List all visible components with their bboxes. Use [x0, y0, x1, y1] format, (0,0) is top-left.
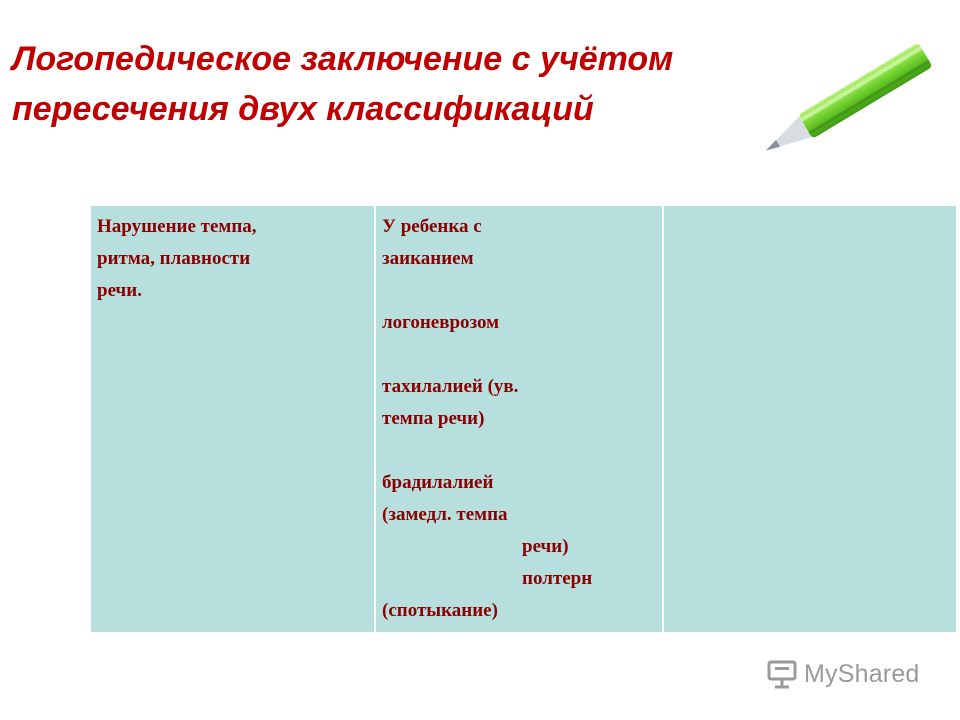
cell-line: У ребенка с	[382, 216, 482, 237]
title-line-2: пересечения двух классификаций	[12, 90, 594, 128]
cell-line: Нарушение темпа,	[97, 216, 257, 237]
cell-line: тахилалией (ув.	[382, 376, 519, 397]
line-gap	[382, 275, 656, 307]
cell-line: брадилалией	[382, 472, 494, 493]
watermark-text: MyShared	[804, 659, 920, 688]
pencil-icon	[750, 40, 950, 160]
table-cell-disorder	[90, 205, 375, 633]
cell-line: (спотыкание)	[382, 600, 498, 621]
cell-line: полтерн	[522, 568, 593, 589]
cell-line: ритма, плавности	[97, 248, 251, 269]
title-line-1: Логопедическое заключение с учётом	[12, 40, 674, 78]
cell-line: логоневрозом	[382, 312, 500, 333]
cell-line: речи)	[522, 536, 569, 557]
line-gap	[382, 435, 656, 467]
table-cell-conditions	[375, 205, 663, 633]
line-gap	[382, 339, 656, 371]
presentation-icon	[766, 657, 800, 691]
slide-title	[12, 34, 673, 134]
cell-line: заиканием	[382, 248, 474, 269]
cell-line: (замедл. темпа	[382, 504, 508, 525]
cell-line: темпа речи)	[382, 408, 485, 429]
cell-line: речи.	[97, 280, 142, 301]
table-cell-empty	[663, 205, 957, 633]
watermark	[766, 656, 920, 692]
classification-table	[89, 204, 958, 634]
table-row	[90, 205, 957, 633]
